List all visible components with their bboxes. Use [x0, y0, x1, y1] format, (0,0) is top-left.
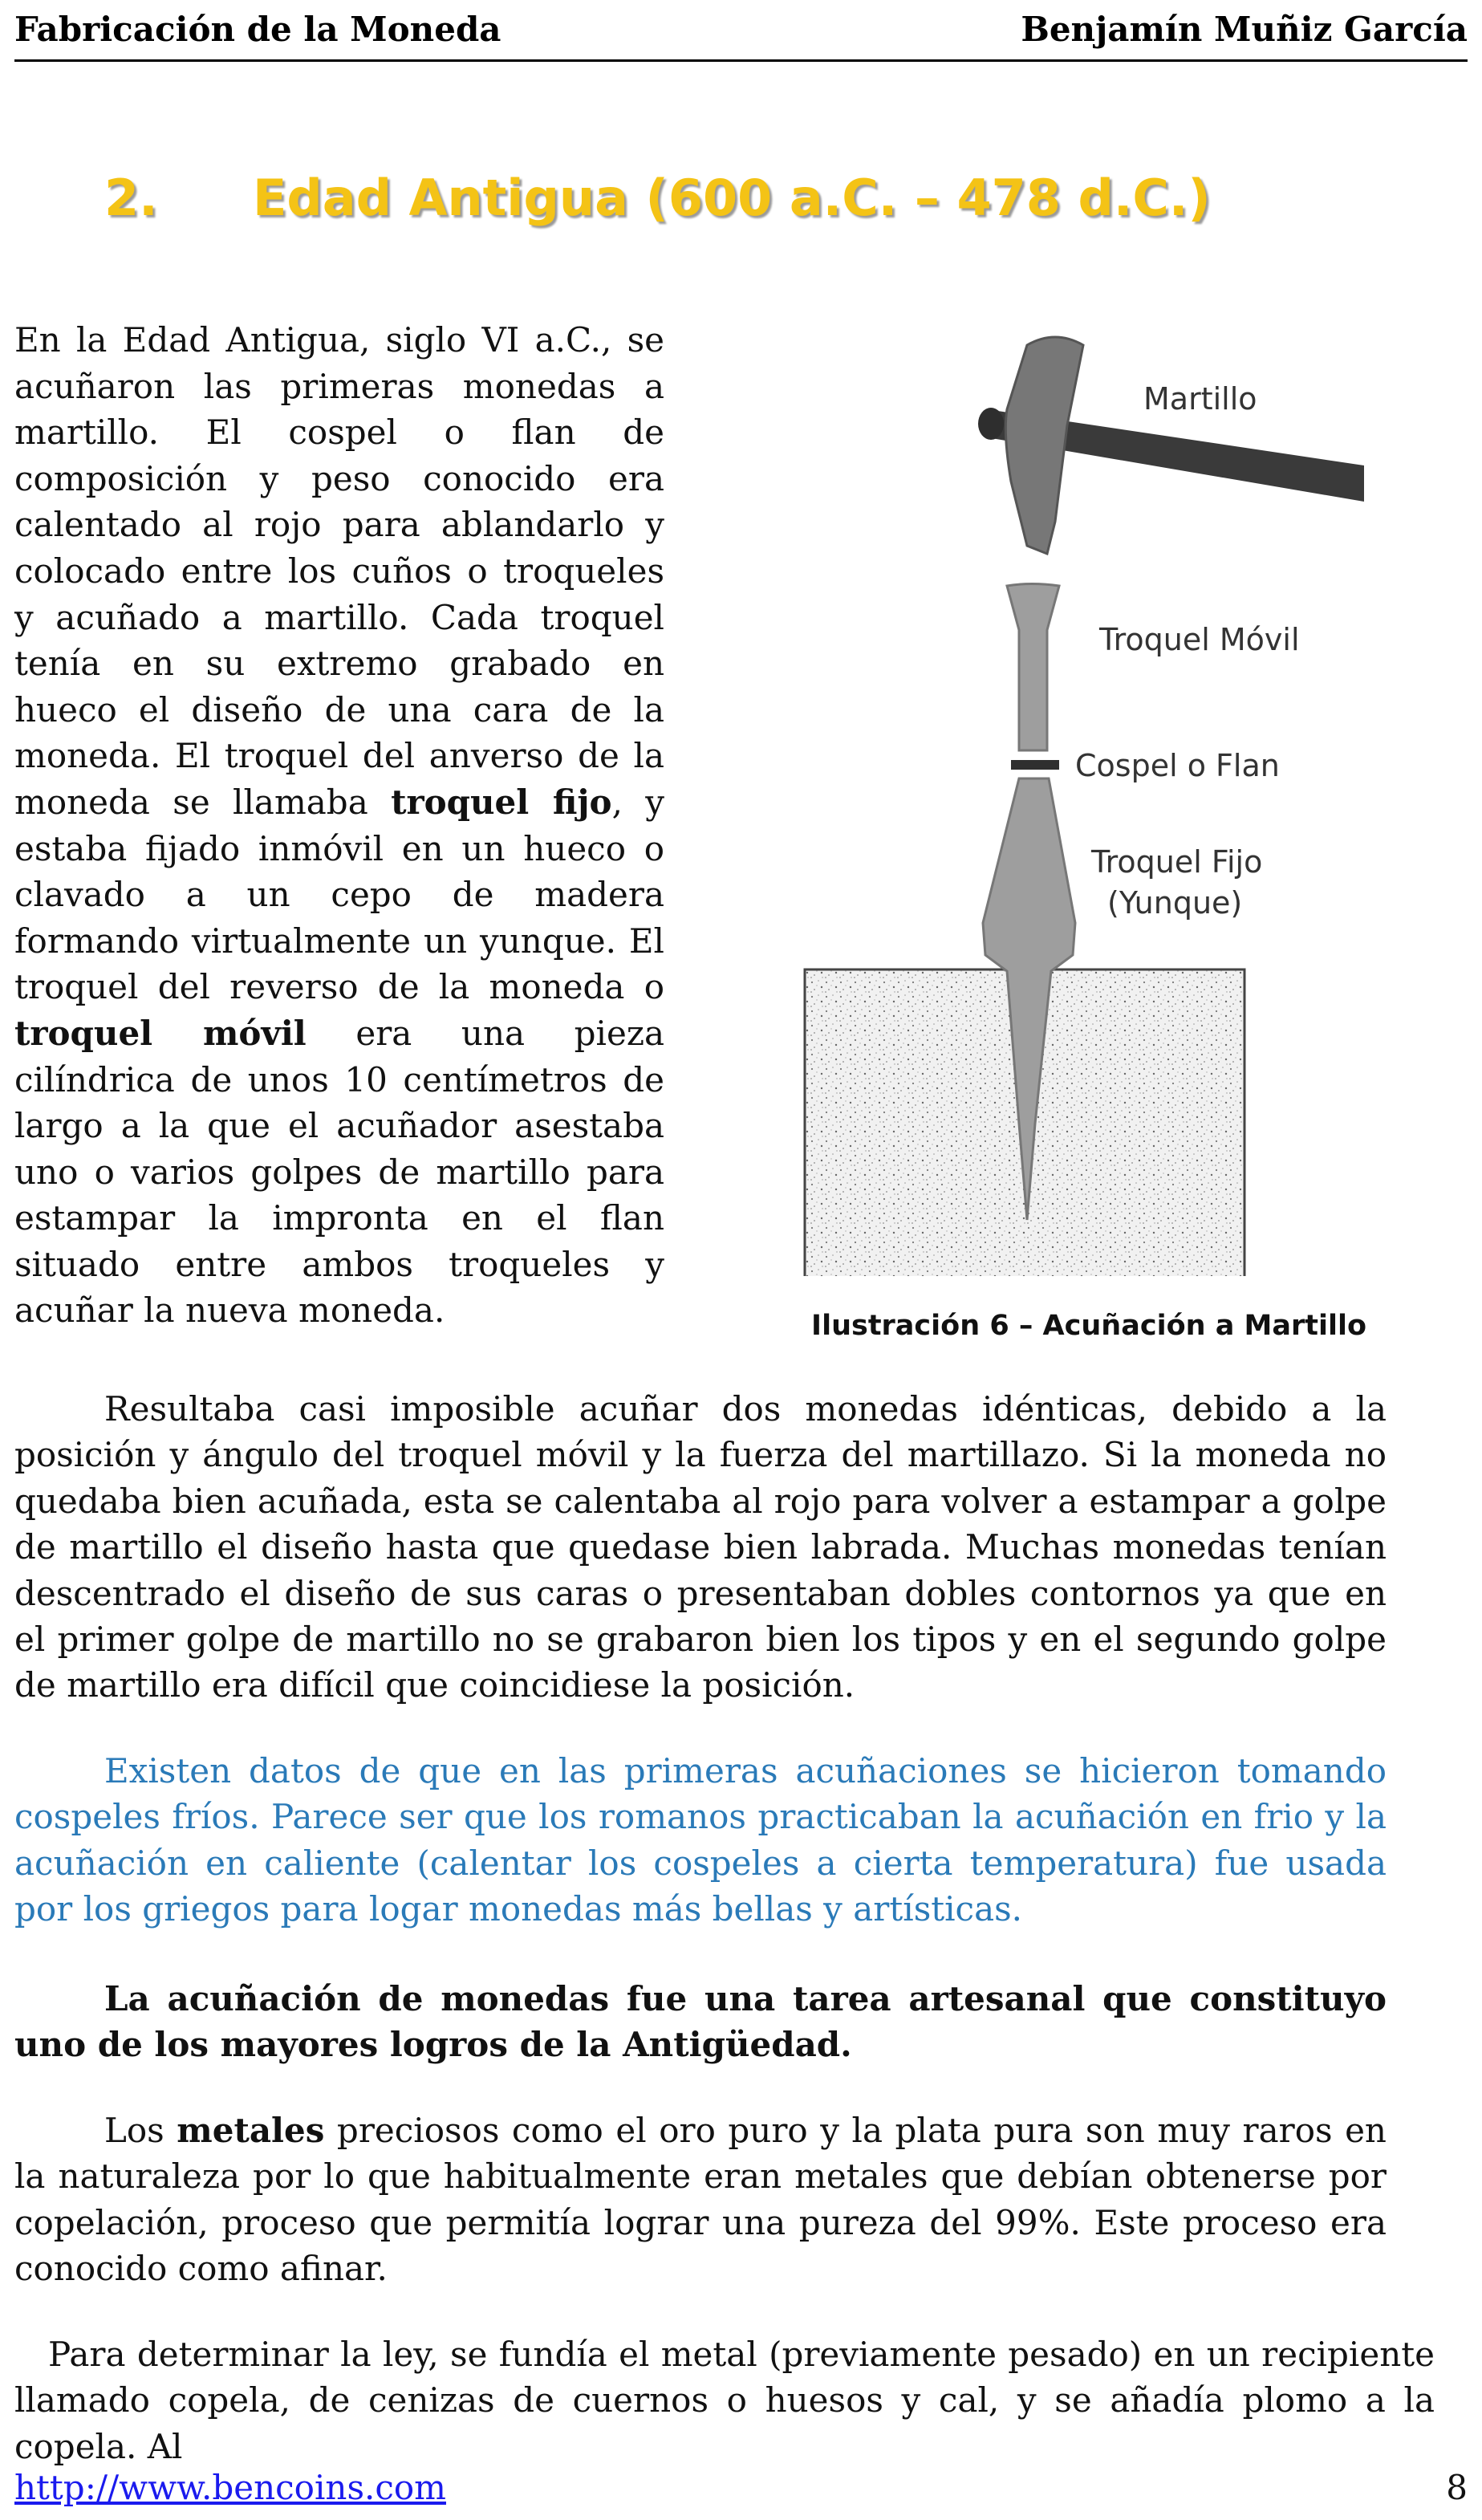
page-number: 8	[1446, 2468, 1468, 2507]
label-troquel-movil: Troquel Móvil	[1099, 622, 1300, 657]
hammer-handle-end	[978, 408, 1004, 440]
intro-paragraph	[14, 317, 664, 1334]
paragraph-2-blue: Existen datos de que en las primeras acuñaciones se hicieron tomando cospeles fríos. Parece ser que los romanos practicaban la acuñación en frio y la acuñación en caliente (calentar los cospeles a cierta temperatura) fue usada por los griegos para logar monedas más bellas y artísticas.	[14, 1751, 1387, 1929]
section-heading	[104, 169, 1211, 227]
troquel-movil	[1007, 584, 1059, 751]
intro-text-1: En la Edad Antigua, siglo VI a.C., se acuñaron las primeras monedas a martillo. El cospel o flan de composición y peso conocido era calentado al rojo para ablandarlo y colocado entre los cuños o troqueles y acuñado a martillo. Cada troquel tenía en su extremo grabado en hueco el diseño de una cara de la moneda. El troquel del anverso de la moneda se llamaba	[14, 320, 664, 822]
intro-bold-troquel-movil: troquel móvil	[14, 1013, 307, 1053]
footer-website-link[interactable]: http://www.bencoins.com	[14, 2468, 446, 2507]
intro-text-2: , y estaba fijado inmóvil en un hueco o clavado a un cepo de madera formando virtualmente un yunque. El troquel del reverso de la moneda o	[14, 782, 664, 1007]
label-troquel-fijo: Troquel Fijo	[1091, 844, 1263, 880]
section-title: Edad Antigua (600 a.C. – 478 d.C.)	[253, 169, 1211, 227]
intro-bold-troquel-fijo: troquel fijo	[391, 782, 612, 822]
paragraph-4	[14, 2107, 1387, 2292]
p4-text-2: preciosos como el oro puro y la plata pura son muy raros en la naturaleza por lo que habitualmente eran metales que debían obtenerse por copelación, proceso que permitía lograr una pureza del 99%. Este proceso era conocido como afinar.	[14, 2111, 1387, 2289]
paragraph-3-bold: La acuñación de monedas fue una tarea artesanal que constituyo uno de los mayores logros de la Antigüedad.	[14, 1979, 1387, 2065]
header-author: Benjamín Muñiz García	[1021, 10, 1468, 49]
intro-text-3: era una pieza cilíndrica de unos 10 centímetros de largo a la que el acuñador asestaba uno o varios golpes de martillo para estampar la impronta en el flan situado entre ambos troqueles y acuñar la nueva moneda.	[14, 1013, 664, 1331]
label-yunque: (Yunque)	[1107, 885, 1243, 921]
header-title: Fabricación de la Moneda	[14, 10, 501, 49]
page-footer	[14, 2468, 1468, 2512]
hammer-minting-illustration	[766, 329, 1364, 1276]
p4-bold-metales: metales	[177, 2111, 325, 2150]
cospel-flan	[1011, 760, 1059, 770]
page-header	[14, 6, 1468, 62]
label-cospel: Cospel o Flan	[1075, 748, 1280, 783]
label-martillo: Martillo	[1143, 381, 1257, 417]
section-number: 2.	[104, 169, 158, 227]
paragraph-5: Para determinar la ley, se fundía el metal (previamente pesado) en un recipiente llamado copela, de cenizas de cuernos o huesos y cal, y se añadía plomo a la copela. Al	[14, 2335, 1435, 2466]
paragraph-1: Resultaba casi imposible acuñar dos monedas idénticas, debido a la posición y ángulo del troquel móvil y la fuerza del martillazo. Si la moneda no quedaba bien acuñada, esta se calentaba al rojo para volver a estampar a golpe de martillo el diseño hasta que quedase bien labrada. Muchas monedas tenían descentrado el diseño de sus caras o presentaban dobles contornos ya que en el primer golpe de martillo no se grabaron bien los tipos y en el segundo golpe de martillo era difícil que coincidiese la posición.	[14, 1389, 1387, 1705]
figure-caption: Ilustración 6 – Acuñación a Martillo	[811, 1310, 1366, 1342]
p4-text-1: Los	[104, 2111, 177, 2150]
